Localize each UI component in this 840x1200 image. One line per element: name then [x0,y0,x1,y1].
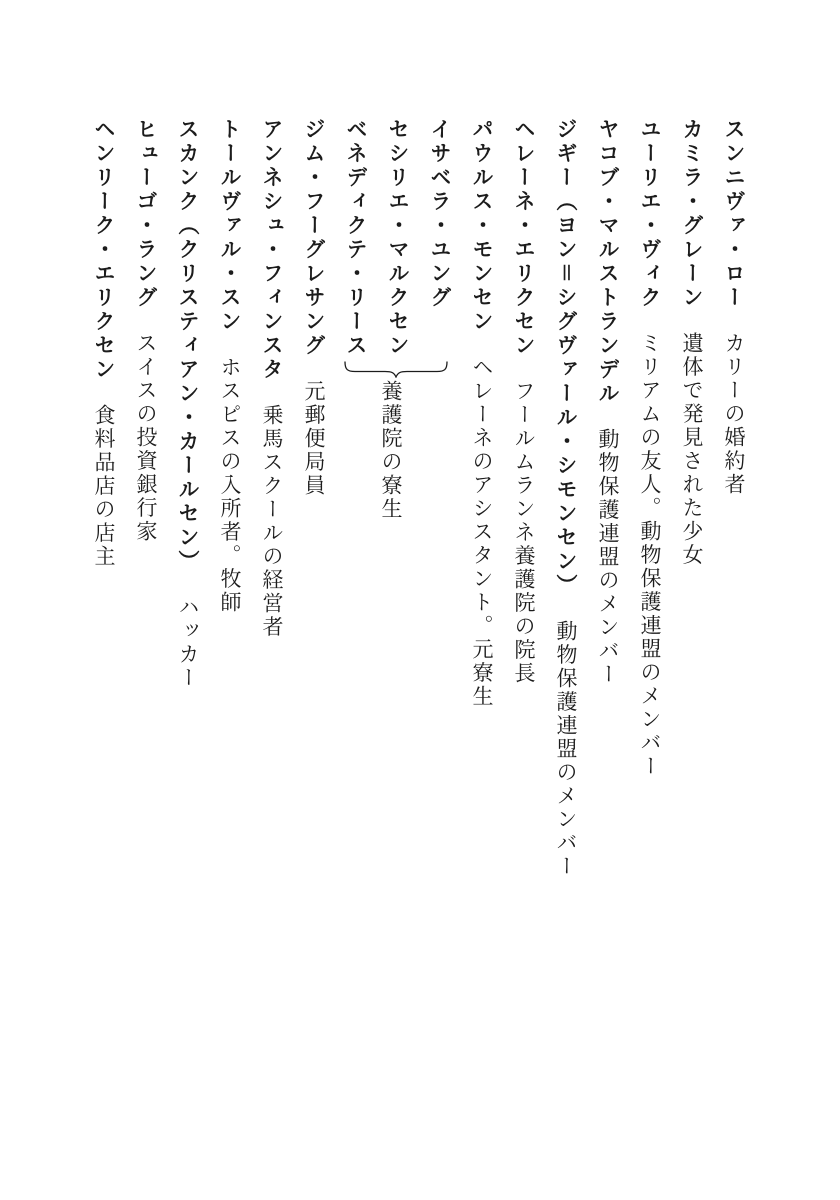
group-brace [344,361,448,378]
character-name: ヘンリーク・エリクセン [92,118,116,382]
cast-entry [513,118,534,1058]
character-name: イサベラ・ユング [428,118,452,310]
cast-list [93,118,744,1058]
cast-entry [681,118,702,1058]
character-description: 動物保護連盟のメンバー [596,428,620,687]
cast-entry [555,118,576,1058]
character-name: アンネシュ・フィンスタ [260,118,284,382]
cast-entry [261,118,282,1058]
character-name: ジム・フーグレサング [302,118,326,358]
character-description: 動物保護連盟のメンバー [554,620,578,879]
cast-entry-grouped [345,118,366,1058]
character-name: ジギー（ヨン＝シグヴァール・シモンセン） [554,118,578,598]
character-description: 元郵便局員 [302,380,326,498]
character-description: ヘレーネのアシスタント。元寮生 [470,356,494,709]
cast-entry [303,118,324,1058]
character-description: スイスの投資銀行家 [134,332,158,544]
character-name: スンニヴァ・ロー [722,118,746,310]
character-name: スカンク（クリスティアン・カールセン） [176,118,200,574]
character-name: ヘレーネ・エリクセン [512,118,536,358]
cast-entry-grouped [387,118,408,1058]
character-name: ユーリエ・ヴィク [638,118,662,310]
character-name: セシリエ・マルクセン [386,118,410,358]
cast-entry [723,118,744,1058]
character-description: カリーの婚約者 [722,332,746,497]
character-name: カミラ・グレーン [680,118,704,310]
cast-entry [639,118,660,1058]
group-label: 養護院の寮生 [379,380,403,521]
character-description: 食料品店の店主 [92,404,116,569]
cast-entry [597,118,618,1058]
character-name: パウルス・モンセン [470,118,494,334]
character-description: フールムランネ養護院の院長 [512,380,536,686]
cast-entry [471,118,492,1058]
character-name: ヤコブ・マルストランデル [596,118,620,406]
character-description: ホスピスの入所者。牧師 [218,356,242,615]
character-name: ベネディクテ・リース [344,118,368,358]
character-name: トールヴァル・スン [218,118,242,334]
character-description: ハッカー [176,596,200,690]
cast-entry-grouped [429,118,450,1058]
character-description: 遺体で発見された少女 [680,332,704,567]
character-description: ミリアムの友人。動物保護連盟のメンバー [638,332,662,779]
character-name: ヒューゴ・ラング [134,118,158,310]
cast-entry [135,118,156,1058]
cast-entry [219,118,240,1058]
cast-entry [177,118,198,1058]
cast-entry [93,118,114,1058]
character-description: 乗馬スクールの経営者 [260,404,284,639]
